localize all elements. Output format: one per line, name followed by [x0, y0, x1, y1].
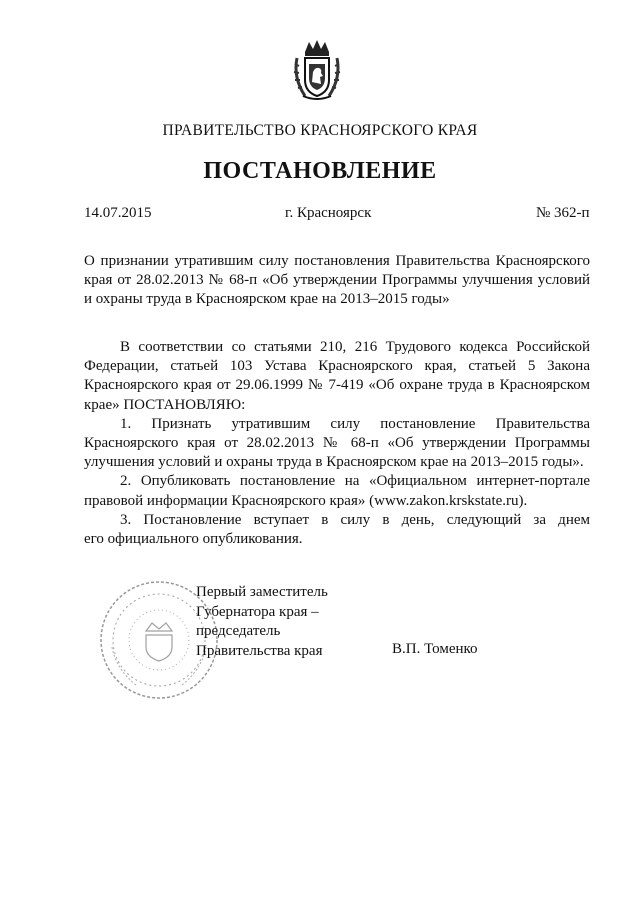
subject-line: О признании утратившим силу постановления Правительства Красноярского — [84, 253, 590, 269]
signatory-position-line: Первый заместитель — [196, 584, 328, 600]
document-body — [84, 338, 590, 549]
body-line: его официального опубликования. — [84, 531, 303, 548]
subject-line: и охраны труда в Красноярском крае на 2013–2015 годы» — [84, 291, 450, 307]
signatory-position-line: председатель — [196, 623, 281, 639]
document-subject — [84, 252, 590, 309]
body-line: 2. Опубликовать постановление на «Официальном интернет-портале — [120, 473, 590, 490]
body-line: крае» ПОСТАНОВЛЯЮ: — [84, 396, 246, 413]
body-line: В соответствии со статьями 210, 216 Трудового кодекса Российской — [120, 339, 590, 355]
body-line: Федерации, статьей 103 Устава Красноярского края, статьей 5 Закона — [84, 358, 590, 375]
document-date: 14.07.2015 — [84, 205, 152, 221]
signatory-name: В.П. Томенко — [392, 641, 478, 657]
document-city: г. Красноярск — [285, 205, 372, 221]
signatory-position — [196, 583, 328, 661]
coat-of-arms-icon — [291, 38, 343, 102]
body-line: 3. Постановление вступает в силу в день, следующий за днем — [120, 511, 590, 528]
document-type-title: ПОСТАНОВЛЕНИЕ — [203, 158, 437, 184]
body-line: Красноярского края от 29.06.1999 № 7-419 «Об охране труда в Красноярском — [84, 377, 590, 394]
body-line: правовой информации Красноярского края» (www.zakon.krskstate.ru). — [84, 492, 528, 509]
document-number: № 362-п — [536, 205, 590, 221]
subject-line: края от 28.02.2013 № 68-п «Об утверждении Программы улучшения условий — [84, 272, 590, 288]
body-line: Красноярского края от 28.02.2013 № 68-п «Об утверждении Программы — [84, 435, 590, 452]
government-name: ПРАВИТЕЛЬСТВО КРАСНОЯРСКОГО КРАЯ — [162, 122, 478, 139]
body-line: 1. Признать утратившим силу постановление Правительства — [120, 415, 590, 432]
signatory-position-line: Губернатора края – — [196, 603, 319, 620]
body-line: улучшения условий и охраны труда в Красноярском крае на 2013–2015 годы». — [84, 454, 584, 471]
signatory-position-line: Правительства края — [196, 642, 323, 659]
